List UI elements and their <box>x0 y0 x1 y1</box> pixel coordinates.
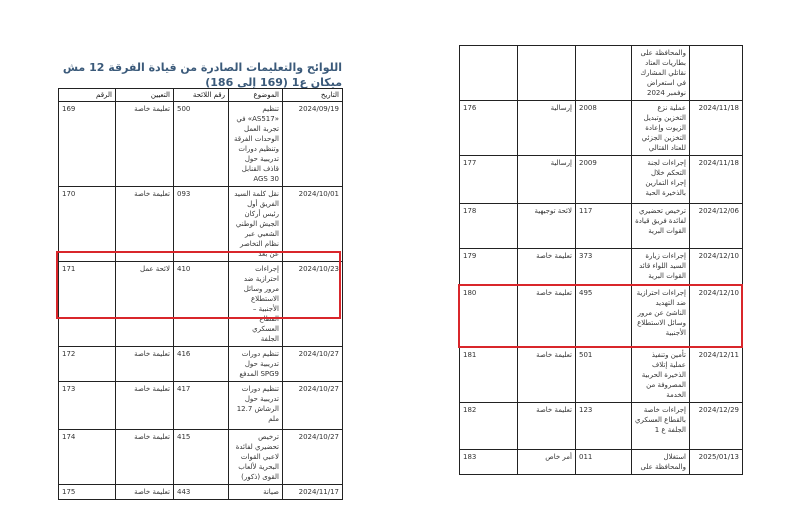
cell-reg-no: 011 <box>576 450 632 475</box>
right-regulations-table <box>459 45 743 475</box>
cell-date: 2024/11/17 <box>283 485 343 500</box>
cell-date: 2024/11/18 <box>690 156 743 204</box>
cell-subject: تنظيم «AS517» في تجربة العمل الوحدات الفرقة وتنظيم دورات تدريبية حول قاذف القنابل AGS 30 <box>229 102 283 187</box>
cell-number: 178 <box>460 204 518 249</box>
cell-date: 2024/12/06 <box>690 204 743 249</box>
cell-type: تعليمة خاصة <box>518 348 576 403</box>
cell-subject: صيانة <box>229 485 283 500</box>
cell-reg-no <box>576 46 632 101</box>
cell-reg-no: 117 <box>576 204 632 249</box>
cell-type: تعليمة خاصة <box>116 187 174 262</box>
cell-type: تعليمة خاصة <box>518 249 576 286</box>
cell-subject: تنظيم دورات تدريبية حول SPG9 المدفع <box>229 347 283 382</box>
cell-number <box>460 46 518 101</box>
cell-subject: ترخيص تحضيري لفائدة فريق قيادة القوات البرية <box>632 204 690 249</box>
cell-reg-no: 417 <box>174 382 229 430</box>
cell-subject: ترخيص تحضيري لفائدة لاعبي القوات البحرية لألعاب القوى (ذكور) <box>229 430 283 485</box>
cell-number: 175 <box>59 485 116 500</box>
cell-number: 169 <box>59 102 116 187</box>
cell-reg-no: 416 <box>174 347 229 382</box>
cell-date: 2024/09/19 <box>283 102 343 187</box>
cell-date <box>690 46 743 101</box>
table-row <box>460 403 743 450</box>
cell-subject: إجراءات خاصة بالقطاع العسكري الجلفة ع 1 <box>632 403 690 450</box>
cell-subject: إجراءات زيارة السيد اللواء قائد القوات البرية <box>632 249 690 286</box>
cell-type: إرسالية <box>518 101 576 156</box>
cell-date: 2024/12/10 <box>690 286 743 348</box>
cell-type: تعليمة خاصة <box>518 286 576 348</box>
cell-date: 2024/11/18 <box>690 101 743 156</box>
cell-reg-no: 495 <box>576 286 632 348</box>
table-row <box>460 450 743 475</box>
header-reg-no: رقم اللائحة <box>174 89 229 102</box>
table-row <box>460 286 743 348</box>
cell-subject: والمحافظة على بطاريات العتاد نقاتلي المشارك في استعراض نوفمبر 2024 <box>632 46 690 101</box>
cell-number: 177 <box>460 156 518 204</box>
cell-subject: استغلال والمحافظة على <box>632 450 690 475</box>
cell-type: تعليمة خاصة <box>116 430 174 485</box>
table-row <box>59 430 343 485</box>
cell-subject: تنظيم دورات تدريبية حول الرشاش 12.7 ملم <box>229 382 283 430</box>
cell-date: 2024/10/01 <box>283 187 343 262</box>
table-row <box>59 485 343 500</box>
cell-date: 2024/10/27 <box>283 430 343 485</box>
cell-number: 172 <box>59 347 116 382</box>
table-row <box>59 102 343 187</box>
table-row <box>59 382 343 430</box>
cell-reg-no: 501 <box>576 348 632 403</box>
table-row <box>59 187 343 262</box>
left-regulations-table <box>58 88 343 500</box>
cell-date: 2024/12/10 <box>690 249 743 286</box>
cell-date: 2024/12/11 <box>690 348 743 403</box>
table-row <box>460 249 743 286</box>
cell-number: 173 <box>59 382 116 430</box>
cell-number: 174 <box>59 430 116 485</box>
cell-number: 171 <box>59 262 116 347</box>
document-title: اللوائح والتعليمات الصادرة من قيادة الفرقة 12 مش ميكان ع1 (169 إلى 186) <box>62 61 342 89</box>
table-row <box>59 347 343 382</box>
table-row <box>460 348 743 403</box>
cell-reg-no: 123 <box>576 403 632 450</box>
cell-date: 2024/10/27 <box>283 347 343 382</box>
cell-type <box>518 46 576 101</box>
cell-date: 2024/10/27 <box>283 382 343 430</box>
cell-type: تعليمة خاصة <box>116 382 174 430</box>
table-row <box>460 46 743 101</box>
cell-reg-no: 2009 <box>576 156 632 204</box>
cell-type: لائحة عمل <box>116 262 174 347</box>
cell-number: 176 <box>460 101 518 156</box>
cell-subject: إجراءات احترازية ضد التهديد الناشئ عن مرور وسائل الاستطلاع الأجنبية <box>632 286 690 348</box>
cell-subject: عملية نزع التخزين وتبديل الزيوت وإعادة التخزين الجزئي للعتاد القتالي <box>632 101 690 156</box>
cell-number: 183 <box>460 450 518 475</box>
table-row <box>460 101 743 156</box>
cell-date: 2024/10/23 <box>283 262 343 347</box>
cell-reg-no: 410 <box>174 262 229 347</box>
cell-type: لائحة توجيهية <box>518 204 576 249</box>
cell-reg-no: 500 <box>174 102 229 187</box>
cell-type: تعليمة خاصة <box>116 102 174 187</box>
cell-type: تعليمة خاصة <box>116 485 174 500</box>
header-type: التعيين <box>116 89 174 102</box>
cell-number: 179 <box>460 249 518 286</box>
cell-subject: إجراءات لجنة التحكم خلال إجراء التمارين بالذخيرة الحية <box>632 156 690 204</box>
cell-type: تعليمة خاصة <box>518 403 576 450</box>
cell-reg-no: 093 <box>174 187 229 262</box>
cell-subject: نقل كلمة السيد الفريق أول رئيس أركان الجيش الوطني الشعبي عبر نظام التخاصر عن بعد <box>229 187 283 262</box>
cell-reg-no: 415 <box>174 430 229 485</box>
cell-reg-no: 443 <box>174 485 229 500</box>
cell-subject: تأمين وتنفيذ عملية إتلاف الذخيرة الحربية المصروفة من الخدمة <box>632 348 690 403</box>
cell-reg-no: 2008 <box>576 101 632 156</box>
table-row <box>460 156 743 204</box>
cell-number: 170 <box>59 187 116 262</box>
table-row <box>460 204 743 249</box>
cell-type: تعليمة خاصة <box>116 347 174 382</box>
cell-subject: إجراءات احترازية ضد مرور وسائل الاستطلاع الأجنبية – القطاع العسكري الجلفة <box>229 262 283 347</box>
header-subject: الموضوع <box>229 89 283 102</box>
cell-date: 2024/12/29 <box>690 403 743 450</box>
header-date: التاريخ <box>283 89 343 102</box>
header-number: الرقم <box>59 89 116 102</box>
cell-type: إرسالية <box>518 156 576 204</box>
cell-number: 181 <box>460 348 518 403</box>
cell-number: 182 <box>460 403 518 450</box>
table-header-row <box>59 89 343 102</box>
cell-date: 2025/01/13 <box>690 450 743 475</box>
cell-type: أمر خاص <box>518 450 576 475</box>
table-row <box>59 262 343 347</box>
cell-reg-no: 373 <box>576 249 632 286</box>
cell-number: 180 <box>460 286 518 348</box>
